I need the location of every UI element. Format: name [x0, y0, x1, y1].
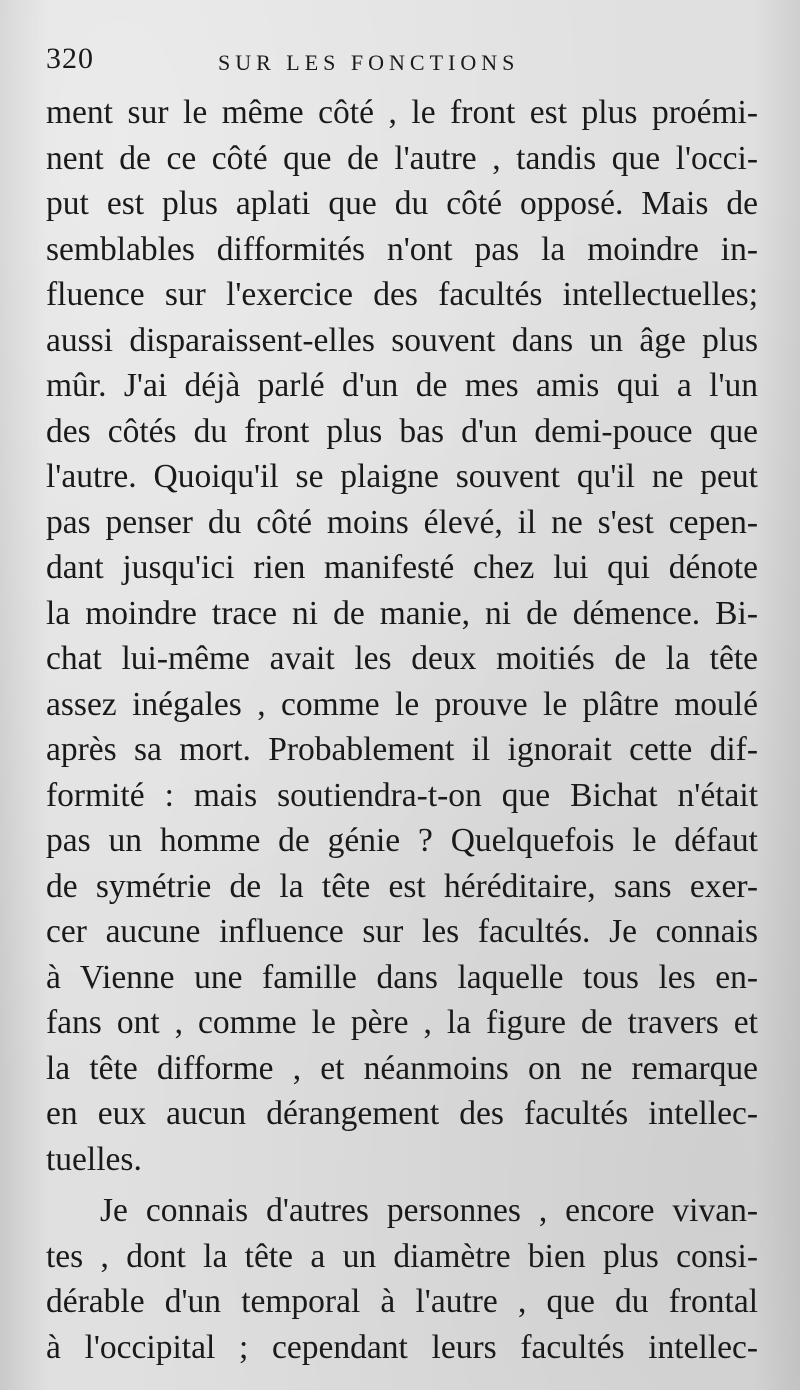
text-line: aussi disparaissent-elles souvent dans un âge plus — [46, 321, 758, 359]
text-line: fluence sur l'exercice des facultés intellectuelles; — [46, 276, 758, 313]
text-line: après sa mort. Probablement il ignorait cette dif- — [46, 731, 758, 768]
text-line: de symétrie de la tête est héréditaire, sans exer- — [46, 867, 758, 905]
paragraph-2 — [46, 1188, 758, 1370]
text-line: l'autre. Quoiqu'il se plaigne souvent qu'il ne peut — [46, 458, 758, 495]
text-line: pas un homme de génie ? Quelquefois le défaut — [46, 822, 758, 859]
text-line: tuelles. — [46, 1140, 142, 1178]
text-line: tes , dont la tête a un diamètre bien plus consi- — [46, 1237, 758, 1275]
text-line: la tête difforme , et néanmoins on ne remarque — [46, 1049, 758, 1087]
text-line: pas penser du côté moins élevé, il ne s'est cepen- — [46, 503, 758, 541]
text-line: semblables difformités n'ont pas la moindre in- — [46, 230, 758, 268]
text-line: nent de ce côté que de l'autre , tandis que l'occi- — [46, 139, 758, 177]
text-line: assez inégales , comme le prouve le plâtre moulé — [46, 685, 758, 723]
text-line: put est plus aplati que du côté opposé. Mais de — [46, 185, 758, 222]
text-line: dant jusqu'ici rien manifesté chez lui qui dénote — [46, 549, 758, 586]
text-line: mûr. J'ai déjà parlé d'un de mes amis qui a l'un — [46, 367, 758, 404]
page-number: 320 — [46, 42, 94, 75]
text-line: Je connais d'autres personnes , encore vivan- — [100, 1192, 758, 1229]
text-line: à Vienne une famille dans laquelle tous les en- — [46, 958, 758, 996]
page-header — [46, 42, 754, 82]
text-line: dérable d'un temporal à l'autre , que du frontal — [46, 1283, 758, 1320]
text-line: fans ont , comme le père , la figure de travers et — [46, 1004, 758, 1041]
paragraph-1 — [46, 90, 758, 1182]
text-line: ment sur le même côté , le front est plus proémi- — [46, 94, 758, 131]
text-line: des côtés du front plus bas d'un demi-pouce que — [46, 412, 758, 450]
text-line: la moindre trace ni de manie, ni de démence. Bi- — [46, 594, 758, 632]
text-line: à l'occipital ; cependant leurs facultés intellec- — [46, 1328, 758, 1366]
text-line: chat lui-même avait les deux moitiés de la tête — [46, 640, 758, 677]
text-line: formité : mais soutiendra-t-on que Bichat n'était — [46, 776, 758, 814]
text-line: cer aucune influence sur les facultés. Je connais — [46, 913, 758, 950]
text-line: en eux aucun dérangement des facultés intellec- — [46, 1095, 758, 1132]
running-head: SUR LES FONCTIONS — [218, 50, 520, 75]
body-text — [46, 90, 758, 1370]
